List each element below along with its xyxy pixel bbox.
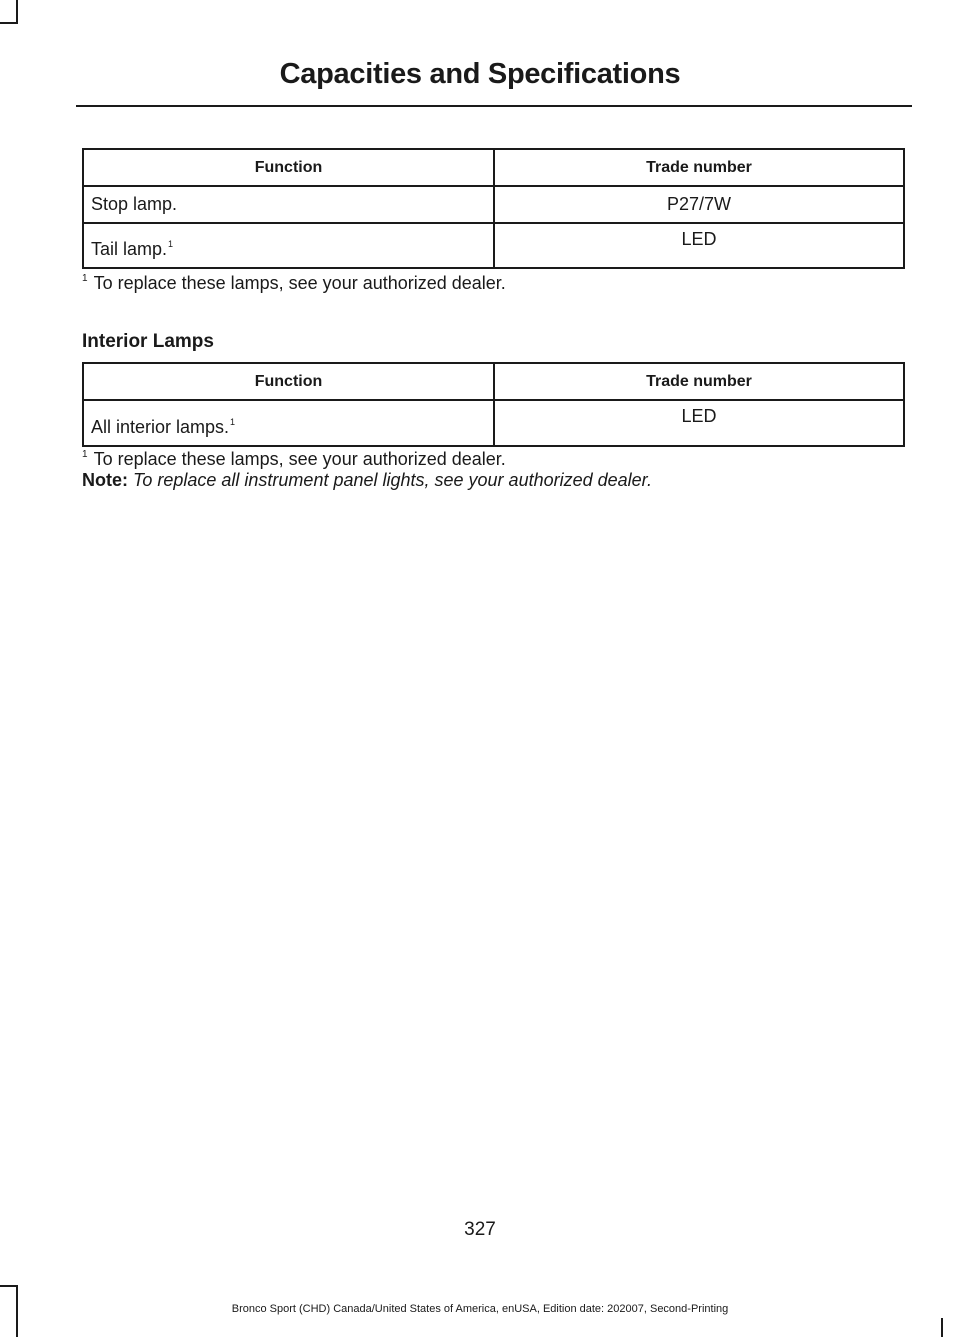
section-heading: Interior Lamps: [82, 331, 214, 352]
column-header-function: Function: [83, 149, 494, 186]
footnote-marker: 1: [82, 449, 88, 460]
footnote-reference: 1: [230, 416, 236, 427]
column-header-function: Function: [83, 363, 494, 400]
crop-mark: [0, 1285, 18, 1287]
footnote: [82, 449, 506, 470]
note-text: To replace all instrument panel lights, see your authorized dealer.: [133, 470, 652, 490]
note-label: Note:: [82, 470, 128, 490]
table-row: [83, 400, 904, 446]
crop-mark: [0, 22, 18, 24]
trade-number-cell: LED: [494, 223, 904, 268]
crop-mark: [16, 0, 18, 24]
exterior-lamps-table: [82, 148, 905, 269]
footnote-text: To replace these lamps, see your authorized dealer.: [93, 273, 506, 293]
trade-number-cell: P27/7W: [494, 186, 904, 223]
crop-mark: [941, 1318, 943, 1337]
table-header-row: [83, 149, 904, 186]
footnote: [82, 273, 506, 294]
column-header-trade-number: Trade number: [494, 149, 904, 186]
column-header-trade-number: Trade number: [494, 363, 904, 400]
footnote-reference: 1: [168, 239, 174, 249]
interior-lamps-table: [82, 362, 905, 447]
title-divider: [76, 105, 912, 107]
footnote-text: To replace these lamps, see your authorized dealer.: [93, 449, 506, 469]
page-title: Capacities and Specifications: [279, 58, 681, 90]
function-cell: [83, 223, 494, 268]
footnote-marker: 1: [82, 273, 88, 284]
function-cell: [83, 400, 494, 446]
trade-number-cell: LED: [494, 400, 904, 446]
table-row: [83, 223, 904, 268]
function-cell: [83, 186, 494, 223]
edition-footer: Bronco Sport (CHD) Canada/United States of America, enUSA, Edition date: 202007, Second-Printing: [231, 1303, 729, 1315]
function-text: All interior lamps.: [91, 416, 230, 437]
table-header-row: [83, 363, 904, 400]
page-number: 327: [464, 1219, 496, 1240]
function-text: Tail lamp.: [91, 239, 168, 259]
table-row: [83, 186, 904, 223]
function-text: Stop lamp.: [91, 194, 178, 214]
note: [82, 470, 652, 491]
